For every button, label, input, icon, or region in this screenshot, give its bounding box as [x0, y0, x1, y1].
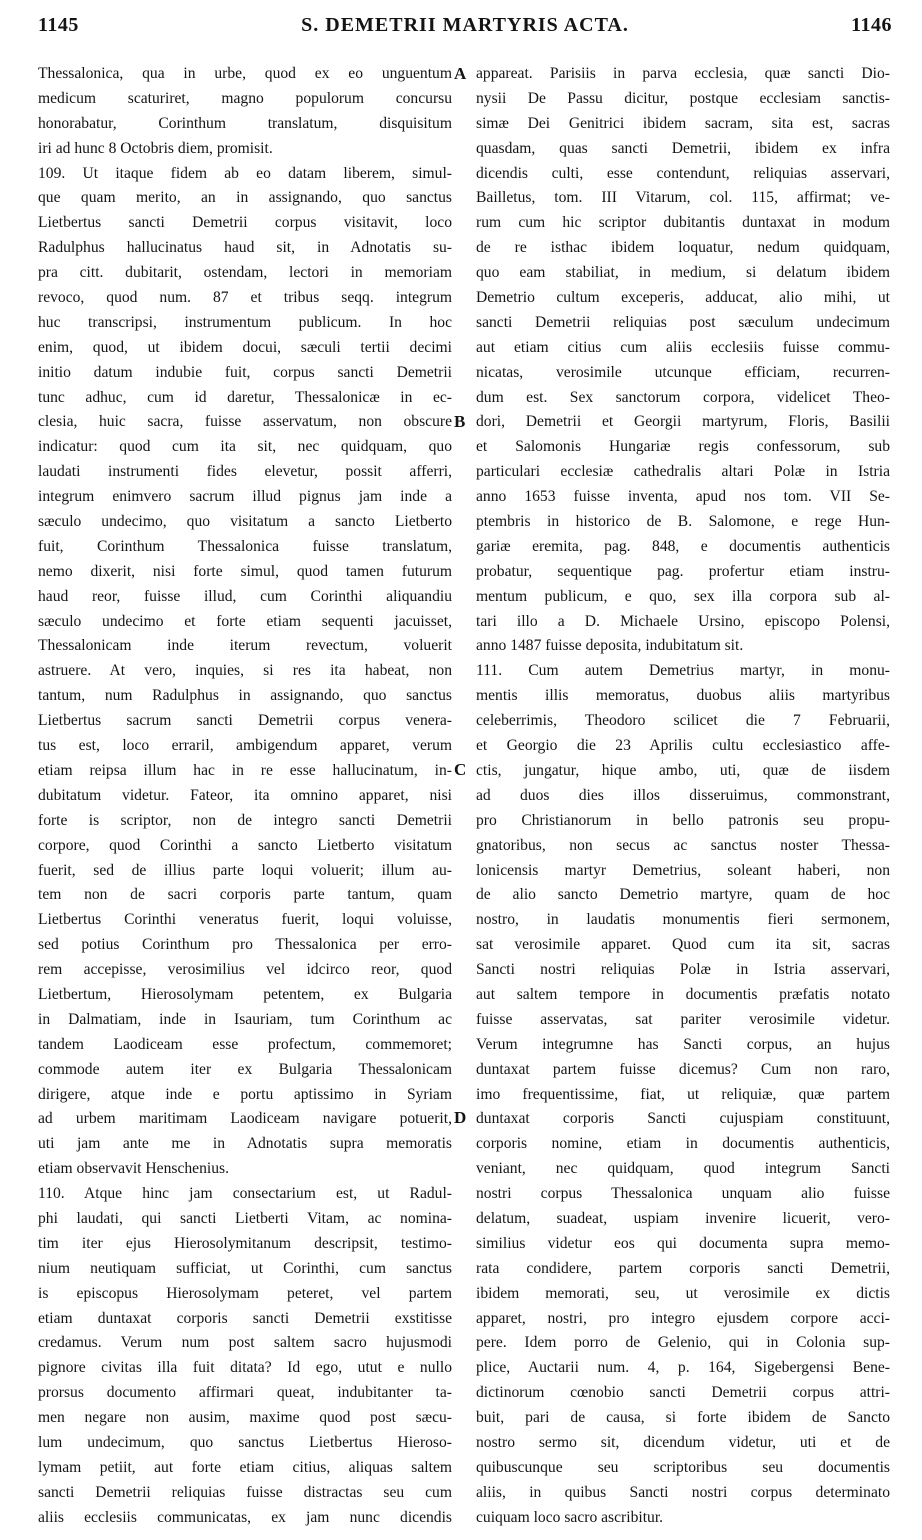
text-line: imo frequentissime, fiat, ut reliquiæ, quæ partem [476, 1085, 890, 1103]
text-line: fuit, Corinthum Thessalonica fuisse translatum, [38, 537, 452, 555]
text-line: laudati instrumenti fides elevetur, possit afferri, [38, 463, 452, 481]
text-line: nostro, in laudatis monumentis fieri sermonem, [476, 911, 890, 929]
text-line: initio datum indubie fuit, corpus sancti Demetrii [38, 363, 452, 381]
text-line: nostri corpus Thessalonica unquam alio fuisse [476, 1185, 890, 1203]
text-line: Bailletus, tom. III Vitarum, col. 115, affirmat; ve- [476, 189, 890, 207]
text-line: quo eam stabiliat, in medium, si delatum ibidem [476, 264, 890, 282]
text-line: mentis illis memoratus, duobus aliis martyribus [476, 687, 890, 705]
left-column [38, 62, 452, 1531]
text-line: delatum, suadeat, uspiam invenire licuerit, vero- [476, 1209, 890, 1227]
text-line: is episcopus Hierosolymam peteret, vel partem [38, 1284, 452, 1302]
text-line: tunc adhuc, cum id daretur, Thessalonicæ in ec- [38, 388, 452, 406]
text-line: in Dalmatiam, inde in Isauriam, tum Corinthum ac [38, 1010, 452, 1028]
text-line: et Georgio die 23 Aprilis cultu ecclesiastico affe- [476, 737, 890, 755]
text-line: corporis nomine, etiam in documentis authenticis, [476, 1135, 890, 1153]
text-line: 109. Ut itaque fidem ab eo datam liberem, simul- [38, 164, 452, 182]
text-line: sat verosimile apparet. Quod cum ita sit, sacras [476, 936, 890, 954]
text-line: sancti Demetrii reliquias post sæculum undecimum [476, 313, 890, 331]
text-line: gariæ eremita, pag. 848, e documentis authenticis [476, 537, 890, 555]
text-line: Verum integrumne has Sancti corpus, an hujus [476, 1035, 890, 1053]
text-line: pro Christianorum in bello patronis seu propu- [476, 811, 890, 829]
text-line: commode autem iter ex Bulgaria Thessalonicam [38, 1060, 452, 1078]
text-line: Sancti nostri reliquias Polæ in Istria asservari, [476, 961, 890, 979]
text-line: Lietbertum, Hierosolymam petentem, ex Bulgaria [38, 985, 452, 1003]
text-line: ad duos dies illos disseruimus, commonstrant, [476, 786, 890, 804]
text-line: celeberrimis, Theodoro scilicet die 7 Februarii, [476, 712, 890, 730]
section-marker-b: B [454, 412, 466, 431]
text-line: dum est. Sex sanctorum corpora, videlicet Theo- [476, 388, 890, 406]
text-line: particulari ecclesiæ cathedralis altari Polæ in Istria [476, 463, 890, 481]
text-line: lymam petiit, aut forte etiam citius, aliquas saltem [38, 1458, 452, 1476]
text-line: medicum scaturiret, magno populorum concursu [38, 89, 452, 107]
text-line: simæ Dei Genitrici ibidem sacram, sita est, sacras [476, 114, 890, 132]
text-line: anno 1653 fuisse inventa, apud nos tom. VII Se- [476, 488, 890, 506]
text-line: Demetrio cultum exceperis, adducat, alio mihi, ut [476, 289, 890, 307]
text-line: ptembris in historico de B. Salomone, e rege Hun- [476, 513, 890, 531]
text-line: sed potius Corinthum pro Thessalonica per erro- [38, 936, 452, 954]
right-column [476, 62, 890, 1531]
text-line: corpore, quod Corinthi a sancto Lietberto visitatum [38, 836, 452, 854]
text-line: quibuscunque seu scriptoribus seu documentis [476, 1458, 890, 1476]
text-line: veniant, nec quidquam, quod integrum Sancti [476, 1160, 890, 1178]
text-line: etiam duntaxat corporis sancti Demetrii exstitisse [38, 1309, 452, 1327]
text-line: plice, Auctarii num. 4, p. 164, Sigebergensi Bene- [476, 1359, 890, 1377]
running-title: S. DEMETRII MARTYRIS ACTA. [301, 14, 629, 36]
text-line: credamus. Verum num post saltem sacro hujusmodi [38, 1334, 452, 1352]
text-line: rem accepisse, verosimilius vel idcirco reor, quod [38, 961, 452, 979]
text-line: rum cum hic scriptor dubitantis duntaxat in modum [476, 214, 890, 232]
text-line: Lietbertus sancti Demetrii corpus visitavit, loco [38, 214, 452, 232]
text-line: haud reor, fuisse illud, cum Corinthi aliquandiu [38, 587, 452, 605]
text-line: forte is scriptor, non de integro sancti Demetrii [38, 811, 452, 829]
text-line: dirigere, atque inde e portu aptissimo in Syriam [38, 1085, 452, 1103]
text-line: 111. Cum autem Demetrius martyr, in monu- [476, 662, 890, 680]
text-line: enim, quod, ut ibidem docui, sæculi tertii decimi [38, 338, 452, 356]
text-line: buit, pari de causa, si forte ibidem de Sancto [476, 1409, 890, 1427]
text-line: astruere. At vero, inquies, si res ita habeat, non [38, 662, 452, 680]
page-number-left: 1145 [38, 14, 79, 36]
text-line: ibidem memorati, seu, ut verosimile ex dictis [476, 1284, 890, 1302]
text-line: integrum enimvero sacrum illud pignus jam inde a [38, 488, 452, 506]
text-line: sæculo undecimo et forte etiam sequenti jacuisset, [38, 612, 452, 630]
text-line: prorsus documento affirmari queat, indubitanter ta- [38, 1384, 452, 1402]
text-line: apparet, nostri, pro integro ejusdem corpore acci- [476, 1309, 890, 1327]
text-line: honorabatur, Corinthum translatum, disquisitum [38, 114, 452, 132]
text-line: duntaxat corporis Sancti cujuspiam constituunt, [476, 1110, 890, 1128]
text-line: Thessalonica, qua in urbe, quod ex eo unguentum [38, 65, 452, 82]
text-line: dubitatum videtur. Fateor, ita omnino apparet, nisi [38, 786, 452, 804]
text-line: sancti Demetrii reliquias fuisse distractas seu cum [38, 1483, 452, 1501]
text-line: et Salomonis Hungariæ regis confessorum, sub [476, 438, 890, 456]
text-line: tari illo a D. Michaele Ursino, episcopo Polensi, [476, 612, 890, 630]
text-line: phi laudati, qui sancti Lietberti Vitam, ac nomina- [38, 1209, 452, 1227]
text-line: iri ad hunc 8 Octobris diem, promisit. [38, 139, 273, 157]
text-line: pere. Idem porro de Gelenio, qui in Colonia sup- [476, 1334, 890, 1352]
text-line: revoco, quod num. 87 et tribus seqq. integrum [38, 289, 452, 307]
text-line: tem non de sacri corporis parte tantum, quam [38, 886, 452, 904]
page-header [38, 14, 892, 48]
text-line: Lietbertus Corinthi veneratus fuerit, loqui voluisse, [38, 911, 452, 929]
text-line: etiam observavit Henschenius. [38, 1160, 229, 1178]
text-line: uti jam ante me in Adnotatis supra memoratis [38, 1135, 452, 1153]
text-line: nysii De Passu dicitur, postque ecclesiam sanctis- [476, 89, 890, 107]
text-line: nicatas, verosimile utcunque efficiam, recurren- [476, 363, 890, 381]
text-line: aliis, in quibus Sancti nostri corpus determinato [476, 1483, 890, 1501]
text-line: nemo dixerit, nisi forte simul, quod tamen futurum [38, 562, 452, 580]
text-line: quasdam, quas sancti Demetrii, ibidem ex infra [476, 139, 890, 157]
text-line: lonicensis martyr Demetrius, soleant haberi, non [476, 861, 890, 879]
text-line: similius videtur eos qui documenta supra memo- [476, 1234, 890, 1252]
text-line: aliis ecclesiis communicatas, ex jam nunc dicendis [38, 1508, 452, 1526]
text-line: ctis, jungatur, hique ambo, uti, quæ de iisdem [476, 761, 890, 779]
text-line: indicatur: quod cum ita sit, nec quidquam, quo [38, 438, 452, 456]
text-line: Lietbertus sacrum sancti Demetrii corpus venera- [38, 712, 452, 730]
text-line: 110. Atque hinc jam consectarium est, ut Radul- [38, 1185, 452, 1203]
text-line: dictinorum cœnobio sancti Demetrii corpus attri- [476, 1384, 890, 1402]
text-line: Thessalonicam inde iterum revectum, voluerit [38, 637, 452, 655]
section-marker-d: D [454, 1108, 467, 1127]
text-line: appareat. Parisiis in parva ecclesia, quæ sancti Dio- [476, 65, 890, 82]
text-line: que quam merito, an in assignando, quo sanctus [38, 189, 452, 207]
text-line: aut etiam citius cum aliis ecclesiis fuisse commu- [476, 338, 890, 356]
text-line: dori, Demetrii et Georgii martyrum, Floris, Basilii [476, 413, 890, 431]
text-line: duntaxat partem fuisse dicemus? Cum non raro, [476, 1060, 890, 1078]
text-line: tantum, num Radulphus in assignando, quo sanctus [38, 687, 452, 705]
text-line: probatur, sequentique pag. profertur etiam instru- [476, 562, 890, 580]
text-line: pignore civitas illa fuit ditata? Id ego, utut e nullo [38, 1359, 452, 1377]
text-line: men negare non ausim, maxime quod post sæcu- [38, 1409, 452, 1427]
text-line: de alio sancto Demetrio martyre, quam de hoc [476, 886, 890, 904]
text-line: rata condidere, partem corporis sancti Demetrii, [476, 1259, 890, 1277]
text-line: nostro sermo sit, dicendum videtur, uti et de [476, 1433, 890, 1451]
section-marker-c: C [454, 760, 467, 779]
text-line: etiam reipsa illum hac in re esse hallucinatum, in- [38, 761, 452, 779]
text-line: clesia, huic sacra, fuisse asservatum, non obscure [38, 413, 452, 431]
text-line: huc transcripsi, instrumentum publicum. In hoc [38, 313, 452, 331]
text-line: anno 1487 fuisse deposita, indubitatum sit. [476, 637, 744, 655]
text-line: tim iter ejus Hierosolymitanum descripsit, testimo- [38, 1234, 452, 1252]
section-marker-a: A [454, 64, 467, 83]
text-line: de re isthac ibidem loquatur, nedum quidquam, [476, 239, 890, 257]
text-line: aut saltem tempore in documentis præfatis notato [476, 985, 890, 1003]
text-line: lum undecimum, quo sanctus Lietbertus Hieroso- [38, 1433, 452, 1451]
text-line: cuiquam loco sacro ascribitur. [476, 1508, 664, 1526]
text-line: dicendis culti, esse contendunt, reliquias asservari, [476, 164, 890, 182]
text-line: pra citt. dubitarit, ostendam, lectori in memoriam [38, 264, 452, 282]
text-line: tandem Laodiceam esse profectum, commemoret; [38, 1035, 452, 1053]
text-line: nium neutiquam sufficiat, ut Corinthi, cum sanctus [38, 1259, 452, 1277]
text-line: ad urbem maritimam Laodiceam navigare potuerit, [38, 1110, 452, 1128]
page-number-right: 1146 [851, 14, 892, 36]
text-line: tus est, loco erraril, ambigendum apparet, verum [38, 737, 452, 755]
text-line: gnatoribus, non secus ac sanctus noster Thessa- [476, 836, 890, 854]
text-line: fuisse asservatas, sat pariter verosimile videtur. [476, 1010, 890, 1028]
text-line: mentum publicum, e quo, sex illa corpora sub al- [476, 587, 890, 605]
text-line: fuerit, sed de illius parte loqui voluerit; illum au- [38, 861, 452, 879]
text-line: Radulphus hallucinatus haud sit, in Adnotatis su- [38, 239, 452, 257]
text-line: sæculo undecimo, quo visitatum a sancto Lietberto [38, 513, 452, 531]
